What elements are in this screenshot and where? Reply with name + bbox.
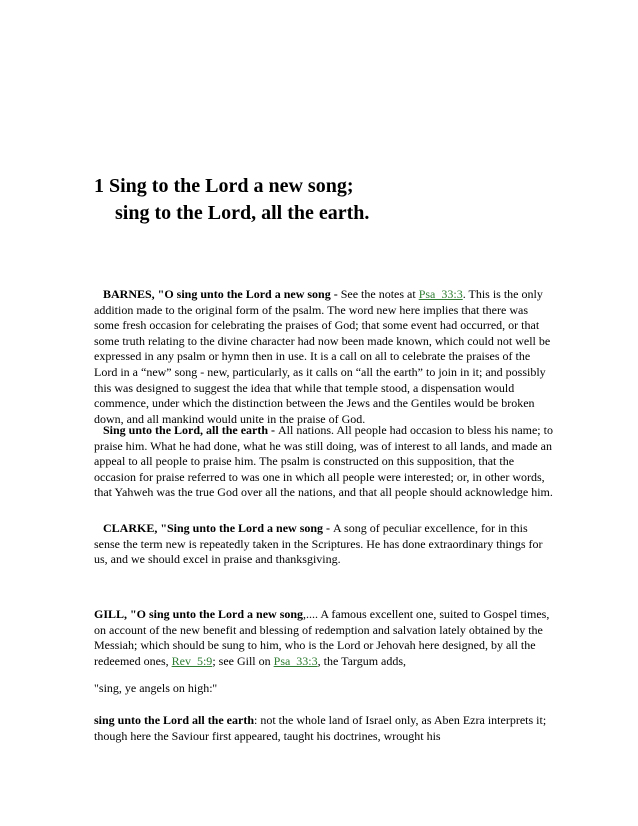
gill-paragraph-2 — [94, 713, 556, 744]
clarke-heading: CLARKE, "Sing unto the Lord a new song - — [103, 521, 334, 535]
gill-commentary-2 — [94, 713, 556, 744]
gill-quote — [94, 681, 556, 697]
clarke-paragraph — [94, 521, 556, 568]
verse-line-1: 1 Sing to the Lord a new song; — [94, 175, 354, 197]
gill-scripture-link-psa[interactable]: Psa_33:3 — [273, 653, 318, 668]
barnes-body-2: All nations. All people had occasion to bless his name; to praise him. What he had done, what he was still doing, was of interest to all lands, and made an appeal to all people to praise him. The psalm is constructed on this supposition, that the occasion for praise referred to was one in which all people were interested; or, in other words, that Yahweh was the true God over all the nations, and that all people should acknowledge him. — [94, 423, 553, 500]
gill-heading: GILL, "O sing unto the Lord a new song — [94, 607, 304, 621]
gill-quote-text: "sing, ye angels on high:'' — [94, 681, 217, 695]
gill-body-1: ,.... A famous excellent one, suited to Gospel times, on account of the new benefit and blessing of redemption and salvation lately obtained by the Messiah; which should be sung to him, who is the Lord or Jehovah here designed, by all the redeemed ones, — [94, 607, 550, 668]
gill-commentary — [94, 607, 556, 669]
barnes-paragraph-1 — [94, 287, 556, 427]
gill-body-4: : not the whole land of Israel only, as Aben Ezra interprets it; though here the Saviour first appeared, taught his doctrines, wrought his — [94, 713, 547, 743]
barnes-body: . This is the only addition made to the original form of the psalm. The word new here implies that there was some fresh occasion for celebrating the praises of God; that some event had occurred, or that some truth relating to the divine character had now been made known, which could not well be expressed in any psalm or hymn then in use. It is a call on all to celebrate the praises of the Lord in a “new” song - new, particularly, as it calls on “all the earth” to join in it; and possibly this was designed to suggest the idea that while that temple stood, a dispensation would commence, under which the distinction between the Jews and the Gentiles would be broken down, and all mankind would unite in the praise of God. — [94, 287, 551, 426]
verse-heading — [94, 173, 554, 227]
barnes-heading: BARNES, "O sing unto the Lord a new song - — [103, 287, 341, 301]
barnes-scripture-link[interactable]: Psa_33:3 — [418, 287, 463, 301]
gill-body-3: , the Targum adds, — [317, 653, 407, 668]
gill-subheading: sing unto the Lord all the earth — [94, 713, 255, 727]
clarke-body: A song of peculiar excellence, for in this sense the term new is repeatedly taken in the Scriptures. He has done extraordinary things for us, and we should excel in praise and thanksgiving. — [94, 521, 543, 567]
clarke-commentary — [94, 521, 556, 568]
barnes-subheading: Sing unto the Lord, all the earth - — [103, 423, 279, 437]
barnes-commentary-2 — [94, 423, 556, 501]
gill-paragraph-1 — [94, 607, 556, 669]
gill-scripture-link-rev[interactable]: Rev_5:9 — [171, 653, 213, 668]
barnes-pre-ref: See the notes at — [340, 287, 419, 301]
barnes-paragraph-2 — [94, 423, 556, 501]
barnes-commentary — [94, 287, 556, 427]
verse-line-2: sing to the Lord, all the earth. — [115, 202, 370, 224]
gill-body-2: ; see Gill on — [212, 653, 274, 668]
